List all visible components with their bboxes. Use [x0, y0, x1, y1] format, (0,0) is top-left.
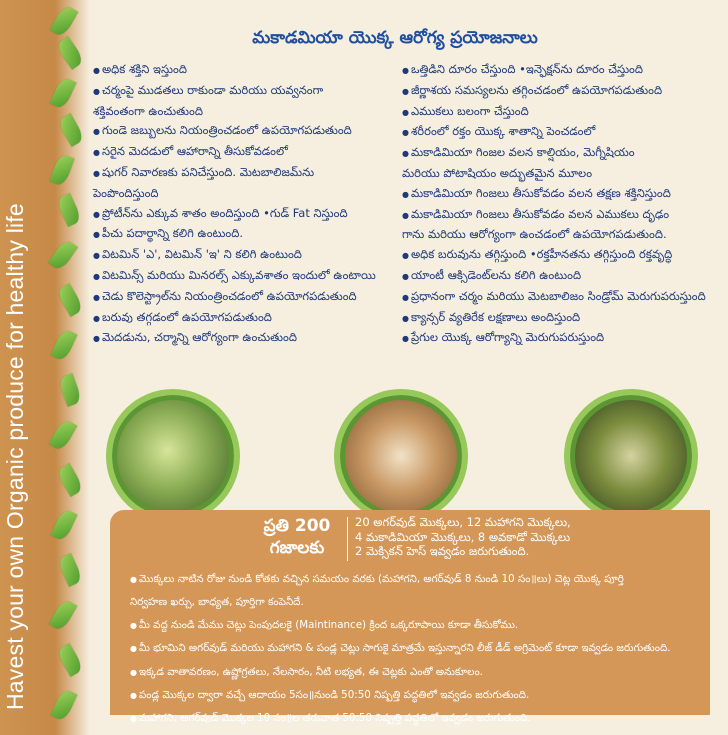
offer-area-label — [253, 515, 341, 559]
offer-notes — [130, 568, 710, 731]
offer-detail-line: 2 మెక్సికన్ హెస్ ఇవ్వడం జరుగుతుంది. — [355, 544, 530, 558]
offer-heading — [253, 515, 700, 565]
leaf-icon — [49, 418, 78, 452]
benefit-item: ● చర్మంపై ముడతలు రాకుండా మరియు యవ్వనంగా — [93, 81, 393, 102]
slogan-vertical: Havest your own Organic produce for healthy life — [2, 203, 28, 710]
leaf-icon — [56, 283, 85, 317]
offer-note: ● పండ్ల మొక్కల ద్వారా వచ్చే ఆదాయం 5సం॥నుండి 50:50 నిష్పత్తి పద్ధతిలో ఇవ్వడం జరుగుతుంది. — [130, 684, 710, 707]
offer-plant-details — [355, 515, 571, 559]
offer-detail-line: 20 అగర్‌వుడ్ మొక్కలు, 12 మహాగని మొక్కలు, — [355, 515, 571, 529]
leaf-icon — [49, 598, 78, 632]
benefit-item-continuation: మరియు పోటాషియం అద్భుతమైన మూలం — [402, 165, 593, 180]
offer-area-line2: గజాలకు — [269, 538, 325, 558]
offer-note: ● ఇక్కడ వాతావరణం, ఉష్ణోగ్రతలు, నేలసారం, నీటి లభ్యత, ఈ చెట్లకు ఎంతో అనుకూలం. — [130, 661, 710, 684]
macadamia-branch-photo — [570, 395, 692, 517]
macadamia-nuts-photo — [340, 395, 462, 517]
leaf-icon — [49, 153, 74, 187]
offer-panel — [110, 510, 710, 725]
benefit-item: ● ప్రధానంగా చర్మం మరియు మెటబాలిజం సిండ్రోమ్ మెరుగుపరుస్తుంది — [402, 287, 722, 308]
benefit-item: ● చెడు కొలెస్ట్రాల్‌ను నియంత్రించడంలో ఉపయోగపడుతుంది — [93, 287, 393, 308]
benefits-list-right — [402, 60, 722, 349]
macadamia-tree-photo — [112, 395, 234, 517]
leaf-icon — [56, 643, 85, 677]
offer-note: ● మీ వద్ద నుండి మేము చెట్లు పెంపుదలకై (Maintinance) క్రింద ఒక్కరూపాయి కూడా తీసుకోము. — [130, 614, 710, 637]
benefit-item-continuation: శక్తివంతంగా ఉంచుతుంది — [93, 103, 203, 118]
benefit-item: ● విటమిన్ 'ఎ', విటమిన్ 'ఇ' ని కలిగి ఉంటుంది — [93, 245, 393, 266]
leaf-icon — [50, 508, 77, 542]
leaf-icon — [56, 463, 85, 497]
benefit-item: ● ప్రేగుల యొక్క ఆరోగ్యాన్ని మెరుగుపరుస్తుంది — [402, 328, 722, 349]
leaf-icon — [57, 373, 82, 407]
benefit-item: ● ఒత్తిడిని దూరం చేస్తుంది •ఇన్ఫెక్షన్‌ను దూరం చేస్తుంది — [402, 60, 722, 81]
leaf-icon — [57, 113, 86, 147]
offer-divider — [347, 517, 348, 561]
benefit-item: ● మకాడిమియా గింజలు తీసుకోవడం వలన తక్షణ శక్తినిస్తుంది — [402, 184, 722, 205]
benefit-item: ● విటమిన్స్ మరియు మినరల్స్ ఎక్కువశాతం ఇందులో ఉంటాయి — [93, 266, 393, 287]
leaf-icon — [55, 193, 82, 227]
benefit-item: ● ప్రోటీన్‌ను ఎక్కువ శాతం అందిస్తుంది •గుడ్ Fat నిస్తుంది — [93, 204, 393, 225]
offer-note-continuation: నిర్వహణ ఖర్చు, బాధ్యత, పూర్తిగా కంపెనీదే. — [130, 596, 304, 609]
benefit-item: ● మకాడిమియా గింజల వలన కాల్షియం, మెగ్నీషియం — [402, 143, 722, 164]
leaf-icon — [48, 238, 78, 272]
offer-note: ● మీ భూమిని అగర్‌వుడ్ మరియు మహాగని & పండ్ల చెట్లు సాగుకై మాత్రమే ఇస్తున్నారని లీజ్ డీడ్ అగ్రిమెంట్ కూడా ఇవ్వడం జరుగుతుంది. — [130, 637, 710, 660]
benefit-item-continuation: గాను మరియు ఆరోగ్యంగా ఉంచడంలో ఉపయోగపడుతుంది. — [402, 227, 667, 242]
offer-area-line1: ప్రతి 200 — [263, 516, 331, 536]
benefit-item: ● బరువు తగ్గడంలో ఉపయోగపడుతుంది — [93, 308, 393, 329]
offer-note: ● మొక్కలు నాటిన రోజు నుండి కోతకు వచ్చిన సమయం వరకు (మహాగని, అగర్‌వుడ్ 8 నుండి 10 సం॥లు) చెట్ల యొక్క పూర్తి — [130, 568, 710, 591]
leaf-icon — [50, 328, 77, 362]
offer-note: ● మహాగని, అగర్‌వుడ్ మొక్కల 10 సం॥ల తరువాత 50:50 నిష్పత్తి పద్ధతిలో ఇవ్వడం జరుగుతుంది. — [130, 707, 710, 730]
benefit-item: ● ఎముకలు బలంగా చేస్తుంది — [402, 102, 722, 123]
leaf-icon — [49, 76, 76, 110]
benefit-item: ● అధిక బరువును తగ్గిస్తుంది •రక్తహీనతను తగ్గిస్తుంది రక్తవృద్ధి — [402, 245, 722, 266]
benefit-item: ● జీర్ణాశయ సమస్యలను తగ్గించడంలో ఉపయోగపడుతుంది — [402, 81, 722, 102]
benefit-item: ● శరీరంలో రక్తం యొక్క శాతాన్ని పెంచడంలో — [402, 122, 722, 143]
benefit-item: ● సరైన మెదడులో ఆహారాన్ని తీసుకోవడంలో — [93, 142, 393, 163]
page-title: మకాడమియా యొక్క ఆరోగ్య ప్రయోజనాలు — [252, 28, 538, 48]
leaf-icon — [50, 4, 79, 38]
leaf-icon — [50, 688, 77, 722]
benefit-item: ● యాంటీ ఆక్సిడెంట్‌లను కలిగి ఉంటుంది — [402, 266, 722, 287]
benefit-item-continuation: పెంపొందిస్తుంది — [93, 185, 159, 200]
benefit-item: ● షుగర్ నివారణకు పనిచేస్తుంది. మెటబాలిజమ్‌ను — [93, 163, 393, 184]
benefit-item: ● పీచు పదార్థాన్ని కలిగి ఉంటుంది. — [93, 224, 393, 245]
benefit-item: ● క్యాన్సర్ వ్యతిరేక లక్షణాలు అందిస్తుంది — [402, 308, 722, 329]
leaf-icon — [55, 36, 85, 70]
benefit-item: ● మకాడిమియా గింజలు తీసుకోవడం వలన ఎముకలు దృఢం — [402, 205, 722, 226]
benefit-item: ● గుండె జబ్బులను నియంత్రించడంలో ఉపయోగపడుతుంది — [93, 121, 393, 142]
leaf-icon — [56, 553, 83, 587]
benefit-item: ● అధిక శక్తిని ఇస్తుంది — [93, 60, 393, 81]
offer-detail-line: 4 మకాడిమియా మొక్కలు, 8 అవకాడో మొక్కలు — [355, 529, 571, 544]
benefit-item: ● మెదడును, చర్మాన్ని ఆరోగ్యంగా ఉంచుతుంది — [93, 328, 393, 349]
benefits-list-left — [93, 60, 393, 349]
